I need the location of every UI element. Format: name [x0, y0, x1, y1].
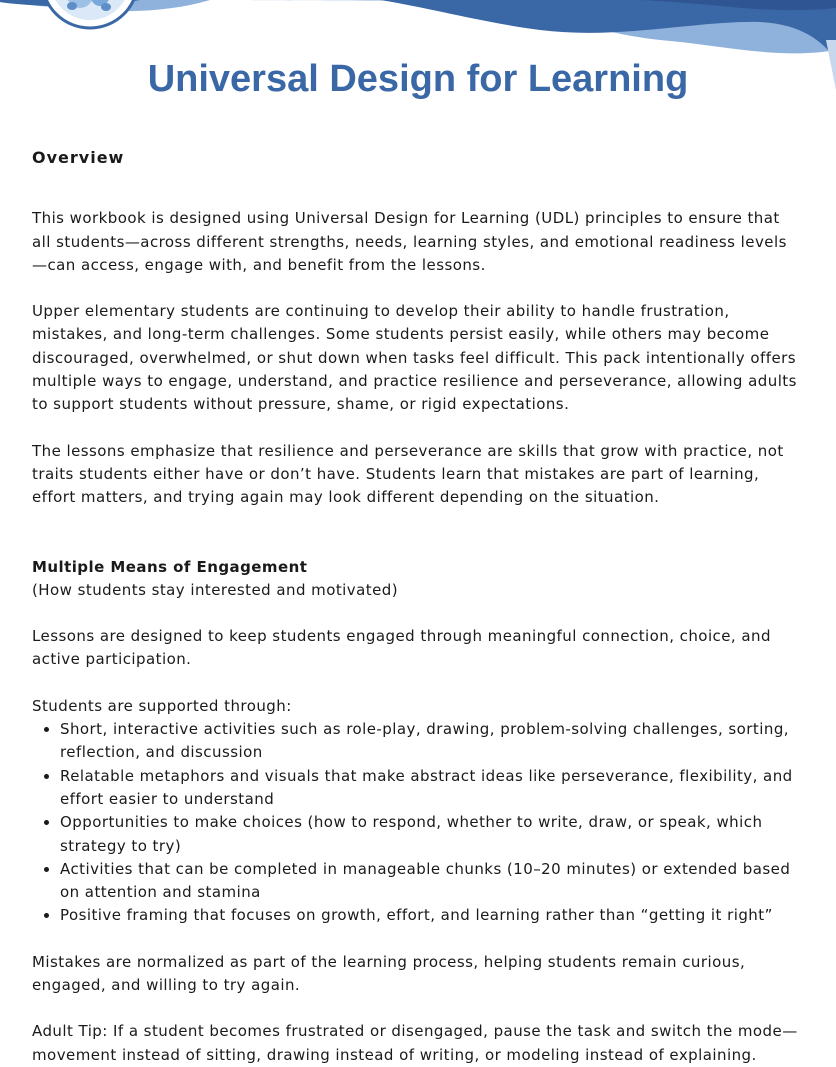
supported-intro: Students are supported through: [32, 696, 292, 715]
mascot-badge-icon [40, 0, 140, 32]
list-item: • Opportunities to make choices (how to respond, whether to write, draw, or speak, which strategy to try) [60, 811, 802, 858]
engagement-heading: Multiple Means of Engagement [32, 557, 308, 576]
engagement-intro: Lessons are designed to keep students engaged through meaningful connection, choice, and active participation. [32, 627, 771, 669]
list-item: • Relatable metaphors and visuals that make abstract ideas like perseverance, flexibility, and effort easier to understand [60, 765, 802, 812]
support-list [32, 718, 802, 928]
list-item: • Activities that can be completed in manageable chunks (10–20 minutes) or extended based on attention and stamina [60, 858, 802, 905]
list-item: • Short, interactive activities such as role-play, drawing, problem-solving challenges, sorting, reflection, and discussion [60, 718, 802, 765]
mascot-badge [40, 0, 140, 32]
list-item: • Positive framing that focuses on growth, effort, and learning rather than “getting it right” [60, 904, 802, 927]
overview-paragraph: The lessons emphasize that resilience and perseverance are skills that grow with practice, not traits students either have or don’t have. Students learn that mistakes are part of learning, effort matters, and trying again may look different depending on the situation. [32, 441, 784, 507]
engagement-subheading: (How students stay interested and motivated) [32, 580, 399, 599]
overview-heading: Overview [32, 148, 125, 167]
adult-tip: Adult Tip: If a student becomes frustrated or disengaged, pause the task and switch the mode—movement instead of sitting, drawing instead of writing, or modeling instead of explaining. [32, 1022, 798, 1064]
overview-paragraph: Upper elementary students are continuing to develop their ability to handle frustration, mistakes, and long-term challenges. Some students persist easily, while others may become discouraged, overwhelmed, or shut down when tasks feel difficult. This pack intentionally offers multiple ways to engage, understand, and practice resilience and perseverance, allowing adults to support students without pressure, shame, or rigid expectations. [32, 302, 797, 414]
page-title: Universal Design for Learning [147, 58, 689, 100]
document-body [32, 146, 802, 1067]
mistakes-paragraph: Mistakes are normalized as part of the learning process, helping students remain curious, engaged, and willing to try again. [32, 952, 746, 995]
overview-paragraph: This workbook is designed using Universal Design for Learning (UDL) principles to ensure that all students—across different strengths, needs, learning styles, and emotional readiness levels—can access, engage with, and benefit from the lessons. [32, 209, 787, 274]
